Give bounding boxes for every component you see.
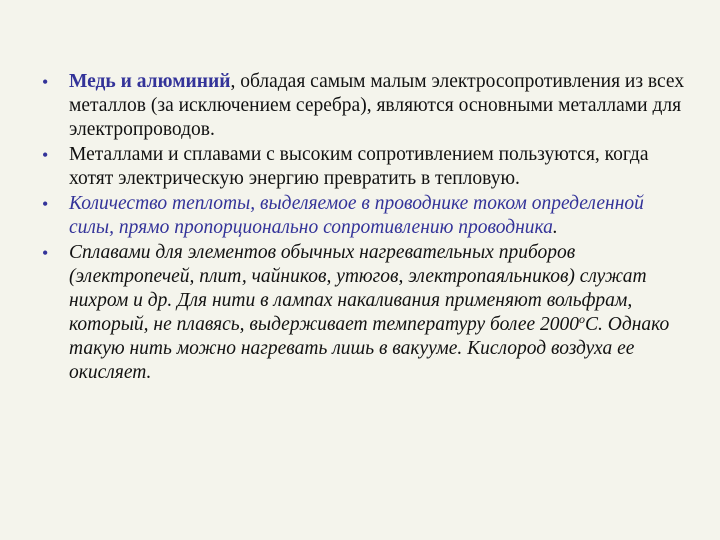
bullet-icon: • — [42, 243, 49, 263]
bullet-item-alloys — [40, 241, 690, 385]
bullet-text: Металлами и сплавами с высоким сопротивлением пользуются, когда хотят электрическую энергию превратить в тепловую. — [69, 144, 649, 189]
bullet-icon: • — [42, 194, 49, 214]
bullet-lead-text: Медь и алюминий — [69, 71, 231, 92]
bullet-text-continued: С. Однако такую нить можно нагревать лишь в вакууме. Кислород воздуха ее окисляет. — [69, 314, 670, 383]
bullet-item-high-resistance — [40, 143, 690, 191]
degree-superscript: о — [579, 312, 586, 326]
bullet-icon: • — [42, 145, 49, 165]
bullet-item-copper-aluminum — [40, 70, 690, 142]
bullet-icon: • — [42, 72, 49, 92]
bullet-text: , обладая самым малым электросопротивления из всех металлов (за исключением серебра), являются основными металлами для электропроводов. — [69, 71, 685, 140]
bullet-list — [40, 70, 690, 386]
bullet-text: Количество теплоты, выделяемое в проводнике током определенной силы, прямо пропорционально сопротивлению проводника — [69, 193, 644, 238]
bullet-text: Сплавами для элементов обычных нагревательных приборов (электропечей, плит, чайников, утюгов, электропаяльников) служат нихром и др. Для нити в лампах накаливания применяют вольфрам, который, не плавясь, выдерживает температуру более 2000 — [69, 242, 647, 335]
bullet-item-heat-quantity — [40, 192, 690, 240]
bullet-tail: . — [552, 217, 558, 238]
